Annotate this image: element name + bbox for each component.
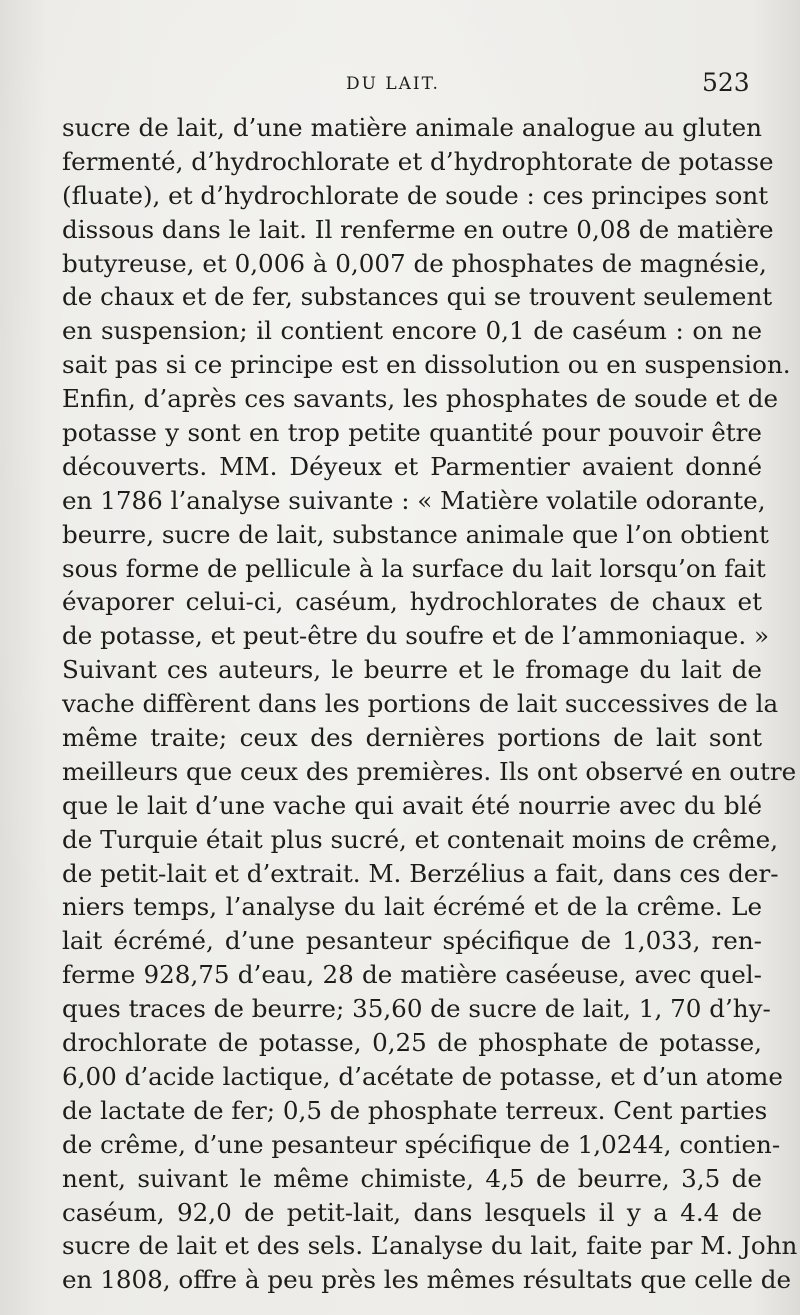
text-line: Suivant ces auteurs, le beurre et le fromage du lait de (62, 655, 762, 685)
body-text (62, 111, 798, 1297)
running-head (0, 70, 800, 100)
text-line: nent, suivant le même chimiste, 4,5 de beurre, 3,5 de (62, 1163, 762, 1193)
running-head-title: DU LAIT. (346, 74, 440, 94)
text-line: même traite; ceux des dernières portions de lait sont (62, 723, 762, 753)
text-line: de Turquie était plus sucré, et contenait moins de crême, (62, 824, 779, 854)
text-line: ques traces de beurre; 35,60 de sucre de lait, 1, 70 d’hy- (62, 994, 771, 1024)
text-line: de potasse, et peut-être du soufre et de l’ammoniaque. » (62, 621, 770, 651)
page-number: 523 (702, 68, 750, 97)
text-line: en suspension; il contient encore 0,1 de caséum : on ne (62, 316, 762, 346)
text-line: butyreuse, et 0,006 à 0,007 de phosphates de magnésie, (62, 248, 767, 278)
text-line: de petit-lait et d’extrait. M. Berzélius a fait, dans ces der- (62, 858, 779, 888)
text-line: de crême, d’une pesanteur spécifique de 1,0244, contien- (62, 1129, 781, 1159)
text-line: de lactate de fer; 0,5 de phosphate terreux. Cent parties (62, 1095, 768, 1125)
text-line: sucre de lait et des sels. L’analyse du lait, faite par M. John (62, 1231, 798, 1261)
text-line: en 1808, offre à peu près les mêmes résultats que celle de (62, 1265, 792, 1295)
text-line: caséum, 92,0 de petit-lait, dans lesquels il y a 4.4 de (62, 1197, 762, 1227)
text-line: dissous dans le lait. Il renferme en outre 0,08 de matière (62, 214, 774, 244)
text-line: sucre de lait, d’une matière animale analogue au gluten (62, 113, 762, 142)
text-line: évaporer celui-ci, caséum, hydrochlorates de chaux et (62, 587, 762, 617)
text-line: potasse y sont en trop petite quantité pour pouvoir être (62, 418, 762, 448)
text-line: (fluate), et d’hydrochlorate de soude : ces principes sont (62, 180, 769, 210)
text-line: drochlorate de potasse, 0,25 de phosphate de potasse, (62, 1028, 762, 1058)
text-line: lait écrémé, d’une pesanteur spécifique de 1,033, ren- (62, 926, 762, 956)
text-line: 6,00 d’acide lactique, d’acétate de potasse, et d’un atome (62, 1061, 783, 1091)
text-line: sait pas si ce principe est en dissolution ou en suspension. (62, 350, 791, 380)
text-line: meilleurs que ceux des premières. Ils ont observé en outre (62, 756, 797, 786)
text-line: fermenté, d’hydrochlorate et d’hydrophtorate de potasse (62, 146, 774, 176)
text-line: sous forme de pellicule à la surface du lait lorsqu’on fait (62, 553, 766, 583)
text-line: ferme 928,75 d’eau, 28 de matière caséeuse, avec quel- (62, 960, 762, 990)
text-line: vache diffèrent dans les portions de lait successives de la (62, 689, 779, 719)
text-line: niers temps, l’analyse du lait écrémé et de la crême. Le (62, 892, 762, 922)
text-line: en 1786 l’analyse suivante : « Matière volatile odorante, (62, 485, 766, 515)
text-line: découverts. MM. Déyeux et Parmentier avaient donné (62, 451, 762, 481)
text-line: que le lait d’une vache qui avait été nourrie avec du blé (62, 790, 762, 820)
text-line: Enfin, d’après ces savants, les phosphates de soude et de (62, 384, 779, 414)
text-line: beurre, sucre de lait, substance animale que l’on obtient (62, 519, 769, 549)
text-line: de chaux et de fer, substances qui se trouvent seulement (62, 282, 773, 312)
